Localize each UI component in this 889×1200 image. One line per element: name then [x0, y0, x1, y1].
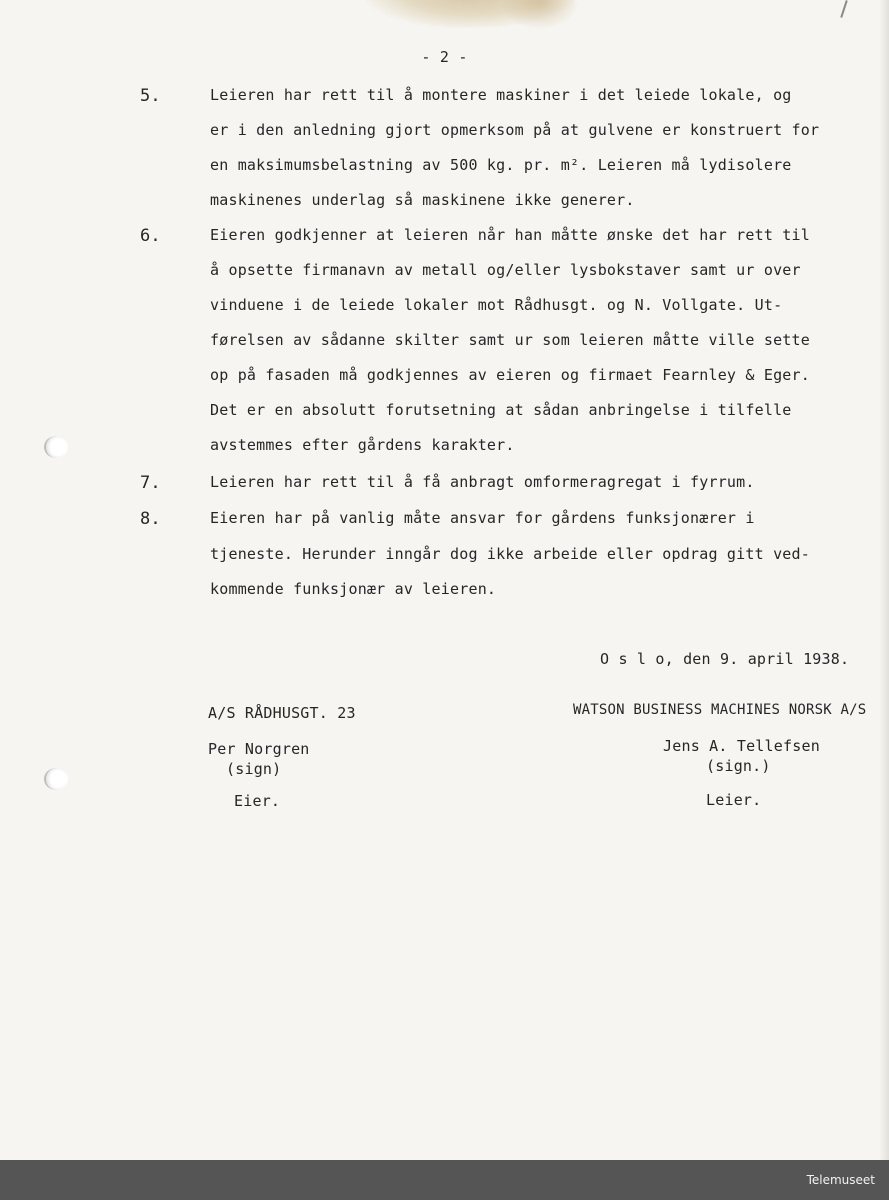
tenant-company: WATSON BUSINESS MACHINES NORSK A/S	[573, 702, 867, 718]
clause-number: 7.	[140, 473, 161, 493]
landlord-name: Per Norgren	[208, 740, 310, 758]
clause-number: 8.	[140, 509, 161, 529]
clause-line: kommende funksjonær av leieren.	[210, 580, 497, 598]
clause-line: vinduene i de leiede lokaler mot Rådhusgt. og N. Vollgate. Ut-	[210, 296, 783, 314]
corner-mark	[840, 0, 847, 18]
place-date: O s l o, den 9. april 1938.	[600, 650, 850, 668]
clause-line: er i den anledning gjort opmerksom på at gulvene er konstruert for	[210, 121, 820, 139]
tenant-name: Jens A. Tellefsen	[663, 737, 820, 755]
tenant-role: Leier.	[706, 791, 762, 809]
clause-line: førelsen av sådanne skilter samt ur som leieren måtte ville sette	[210, 331, 810, 349]
clause-line: Det er en absolutt forutsetning at sådan anbringelse i tilfelle	[210, 401, 792, 419]
clause-line: op på fasaden må godkjennes av eieren og firmaet Fearnley & Eger.	[210, 366, 810, 384]
clause-line: Eieren godkjenner at leieren når han måtte ønske det har rett til	[210, 226, 810, 244]
clause-line: tjeneste. Herunder inngår dog ikke arbeide eller opdrag gitt ved-	[210, 545, 810, 563]
punch-hole	[44, 436, 68, 458]
museum-brand: Telemuseet	[806, 1173, 875, 1187]
landlord-company: A/S RÅDHUSGT. 23	[208, 704, 356, 722]
landlord-role: Eier.	[234, 792, 281, 810]
punch-hole	[44, 768, 68, 790]
paper-edge	[879, 0, 889, 1160]
landlord-sign-note: (sign)	[226, 760, 282, 778]
footer-bar	[0, 1160, 889, 1200]
clause-line: maskinenes underlag så maskinene ikke generer.	[210, 191, 635, 209]
tenant-sign-note: (sign.)	[706, 757, 771, 775]
clause-line: Eieren har på vanlig måte ansvar for gårdens funksjonærer i	[210, 509, 755, 527]
clause-line: Leieren har rett til å montere maskiner i det leiede lokale, og	[210, 86, 792, 104]
clause-number: 5.	[140, 86, 161, 106]
clause-line: Leieren har rett til å få anbragt omformeragregat i fyrrum.	[210, 473, 755, 491]
clause-line: å opsette firmanavn av metall og/eller lysbokstaver samt ur over	[210, 261, 801, 279]
clause-line: avstemmes efter gårdens karakter.	[210, 436, 515, 454]
page-number: - 2 -	[421, 48, 468, 66]
clause-number: 6.	[140, 226, 161, 246]
clause-line: en maksimumsbelastning av 500 kg. pr. m². Leieren må lydisolere	[210, 156, 792, 174]
